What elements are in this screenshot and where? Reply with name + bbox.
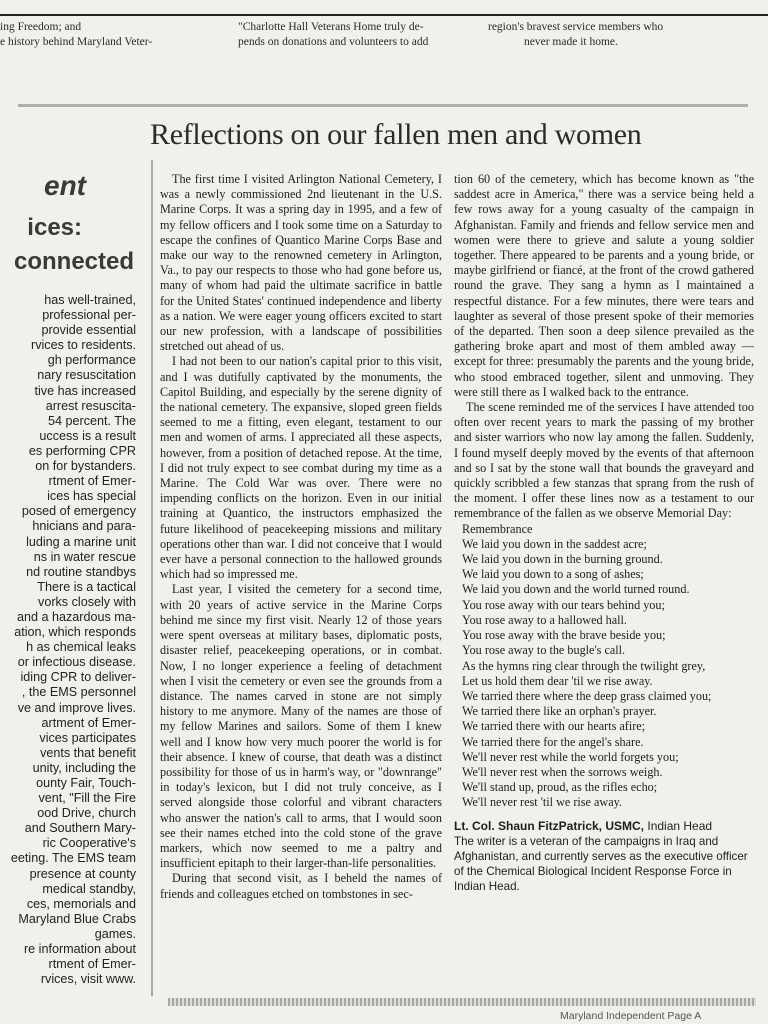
left-column-line: nd routine standbys [26, 564, 136, 579]
left-column-line: ces, memorials and [26, 896, 136, 911]
poem [454, 522, 754, 811]
poem-line: We tarried there where the deep grass claimed you; [462, 688, 712, 703]
page-footer: Maryland Independent Page A [560, 1010, 702, 1022]
left-column-line: ric Cooperative's [42, 836, 136, 851]
top-strip-line: e history behind Maryland Veter- [0, 36, 153, 48]
left-column-line: eeting. The EMS team [10, 851, 136, 866]
poem-line: We laid you down and the world turned round. [462, 582, 690, 597]
poem-line: We laid you down to a song of ashes; [462, 567, 644, 582]
left-column-line: , the EMS personnel [21, 685, 136, 700]
article-column-1 [160, 172, 442, 902]
left-column-line: posed of emergency [21, 504, 136, 519]
poem-line: We tarried there with our hearts afire; [462, 719, 646, 734]
left-column-line: artment of Emer- [41, 715, 136, 730]
poem-line: We tarried there like an orphan's prayer. [462, 704, 657, 719]
author-name: Lt. Col. Shaun FitzPatrick, USMC, [454, 818, 645, 833]
article-paragraph: The first time I visited Arlington National Cemetery, I was a newly commissioned 2nd lieutenant in the U.S. Marine Corps. It was a spring day in 1995, and a few of my fellow officers and I took some time on a Saturday to escape the confines of Quantico Marine Corps Base and make our way to the renowned cemetery in Arlington, Va., to pay our respects to those who had gone before us, many of whom had paid the ultimate sacrifice in battle for the United States' continued independence and liberty as a nation. We were eager young officers excited to start our new profession, with a landscape of possibilities stretched out ahead of us. [160, 172, 442, 354]
left-column-line: has well-trained, [44, 293, 136, 307]
left-column-line: medical standby, [42, 881, 136, 896]
left-column-line: arrest resuscita- [45, 398, 136, 413]
left-column-line: uccess is a result [39, 428, 136, 443]
left-headline-3: connected [14, 248, 135, 275]
article-paragraph: Last year, I visited the cemetery for a second time, with 20 years of active service in the Marine Corps behind me since my first visit. Nearly 12 of those years were spent overseas at military bases, diplomatic posts, disaster relief, peacekeeping operations, or in combat. Now, I no longer experience a feeling of detachment when I visit the cemetery or even see the grounds from a distance. The names carved in stone are not simply history to me anymore. Many of the names are those of my fellow Marines and sailors. Some of them I knew well and I know how very much poorer the world is for their absence. I knew of course, that death was a distinct possibility for those of us in harm's way, or "downrange" in today's lexicon, but I did not truly conceive, as I served alongside those colorful and vibrant characters who answer the nation's call to arms, that I would soon see their names etched into the cold stone of the grave markers, which now seemed to me a paltry and insufficient epitaph to their larger-than-life personalities. [160, 582, 442, 871]
bottom-border [168, 998, 756, 1006]
poem-line: We laid you down in the saddest acre; [462, 536, 647, 551]
top-strip-line: never made it home. [524, 36, 618, 48]
poem-line: We'll never rest 'til we rise away. [462, 795, 622, 810]
article-paragraph: During that second visit, as I beheld the names of friends and colleagues etched on tombstones in sec- [160, 871, 442, 901]
poem-line: You rose away with the brave beside you; [462, 628, 666, 643]
left-column-body [0, 293, 150, 987]
poem-line: Let us hold them dear 'til we rise away. [462, 673, 653, 688]
col2-paragraphs [454, 172, 754, 522]
left-column-line: and a hazardous ma- [16, 609, 136, 624]
left-column-line: vices participates [39, 730, 136, 745]
left-column-line: Maryland Blue Crabs [18, 911, 136, 926]
left-column-line: ood Drive, church [37, 806, 136, 821]
left-column-line: games. [94, 926, 136, 941]
top-strip-col1 [0, 20, 222, 50]
left-column-line: presence at county [29, 866, 136, 881]
left-column-line: provide essential [41, 323, 136, 338]
left-column-line: professional per- [42, 308, 136, 323]
left-column-line: iding CPR to deliver- [20, 670, 136, 685]
left-column-line: 54 percent. The [48, 413, 136, 428]
left-column-line: gh performance [47, 353, 136, 368]
top-strip-line: region's bravest service members who [488, 21, 664, 33]
poem-line: You rose away to the bugle's call. [462, 643, 626, 658]
poem-line: We'll stand up, proud, as the rifles echo; [462, 780, 658, 795]
left-headline-2: ices: [27, 214, 82, 241]
left-column-line: tive has increased [34, 383, 136, 398]
poem-title: Remembrance [462, 521, 533, 536]
left-column-line: vent, "Fill the Fire [38, 791, 136, 806]
left-column-line: rtment of Emer- [48, 474, 136, 489]
left-column-line: nary resuscitation [37, 368, 136, 383]
article-paragraph: The scene reminded me of the services I have attended too often over recent years to mark the passing of my brother and sister warriors who now lay among the fallen. Suddenly, I found myself deeply moved by the events of that afternoon and so I sat by the stone wall that bounds the graveyard and quickly scribbled a few stanzas that sprang from the rush of the moment. I offer these lines now as a testament to our remembrance of the fallen as we observe Memorial Day: [454, 400, 754, 521]
byline [454, 819, 754, 834]
left-column-line: or infectious disease. [17, 655, 136, 670]
poem-line: We'll never rest while the world forgets you; [462, 749, 679, 764]
poem-line: We'll never rest when the sorrows weigh. [462, 764, 663, 779]
left-column-line: rvices to residents. [31, 338, 136, 353]
article-paragraph: I had not been to our nation's capital prior to this visit, and I was dutifully captivated by the monuments, the Capitol Building, and especially by the serene dignity of the national cemetery. The expansive, sloped green fields seemed to me a fitting, even elegant, testament to our men and women of arms. I appreciated all these aspects, however, from a position of detached repose. At the time, I did not truly expect to see combat during my time as a Marine. The Cold War was over. There were no impending conflicts on the horizon. Even in our initial training at Quantico, the instructors emphasized the future likelihood of peacekeeping missions and military operations other than war. I did not conceive that I would ever have a personal connection to the hallowed grounds which had so impressed me. [160, 354, 442, 582]
left-column-line: h as chemical leaks [26, 640, 136, 655]
left-column-line: es performing CPR [28, 443, 136, 458]
left-column-line: ve and improve lives. [17, 700, 136, 715]
poem-lines [462, 537, 754, 811]
author-bio: The writer is a veteran of the campaigns in Iraq and Afghanistan, and currently serves as the executive officer of the Chemical Biological Incident Response Force in Indian Head. [454, 834, 748, 893]
article-headline: Reflections on our fallen men and women [150, 118, 642, 151]
article-paragraph: tion 60 of the cemetery, which has become known as "the saddest acre in America," there was a service being held a few rows away for a young casualty of the campaign in Afghanistan. Family and friends and fellow service men and women were there to grieve and salute a young soldier together. There appeared to be parents and a young bride, or maybe girlfriend or fiancé, at the front of the crowd gathered round the grave. They sang a hymn as I maintained a respectful distance. For a few minutes, there were tears and laughter as several of those present spoke of their memories of the departed. Then soon a deep silence prevailed as the gathering broke apart and most of them ambled away — except for three: presumably the parents and the young bride, who stood embraced together, silent and unmoving. They were still there as I walked back to the entrance. [454, 172, 754, 399]
left-column-line: hnicians and para- [32, 519, 136, 534]
top-strip-line: pends on donations and volunteers to add [238, 36, 429, 48]
section-divider [18, 104, 748, 107]
left-column-line: luding a marine unit [26, 534, 136, 549]
top-strip-line: ing Freedom; and [0, 21, 82, 33]
left-column-line: on for bystanders. [35, 459, 136, 474]
top-rule [0, 14, 768, 16]
top-strip-col3 [488, 20, 718, 50]
article-column-2 [454, 172, 754, 894]
left-column-line: ices has special [47, 489, 136, 504]
left-column-line: unity, including the [32, 760, 136, 775]
poem-line: As the hymns ring clear through the twilight grey, [462, 658, 706, 673]
left-column-line: vorks closely with [38, 594, 136, 609]
left-column-line: rvices, visit www. [40, 972, 136, 987]
left-column-line: re information about [23, 942, 136, 957]
left-headline-1: ent [44, 170, 86, 201]
column-rule [151, 160, 153, 996]
left-column-line: There is a tactical [37, 579, 136, 594]
left-column-line: ounty Fair, Touch- [36, 776, 136, 790]
author-location: Indian Head [647, 818, 713, 833]
top-strip-col2 [238, 20, 474, 50]
poem-line: We laid you down in the burning ground. [462, 552, 663, 567]
poem-line: We tarried there for the angel's share. [462, 734, 644, 749]
poem-line: You rose away with our tears behind you; [462, 597, 665, 612]
left-column-line: ns in water rescue [33, 549, 136, 564]
left-column-line: vents that benefit [40, 745, 136, 760]
left-column-line: and Southern Mary- [24, 821, 136, 836]
top-strip-line: "Charlotte Hall Veterans Home truly de- [238, 21, 424, 33]
left-column-line: ation, which responds [14, 625, 136, 640]
left-column-line: rtment of Emer- [48, 957, 136, 972]
poem-line: You rose away to a hallowed hall. [462, 612, 627, 627]
